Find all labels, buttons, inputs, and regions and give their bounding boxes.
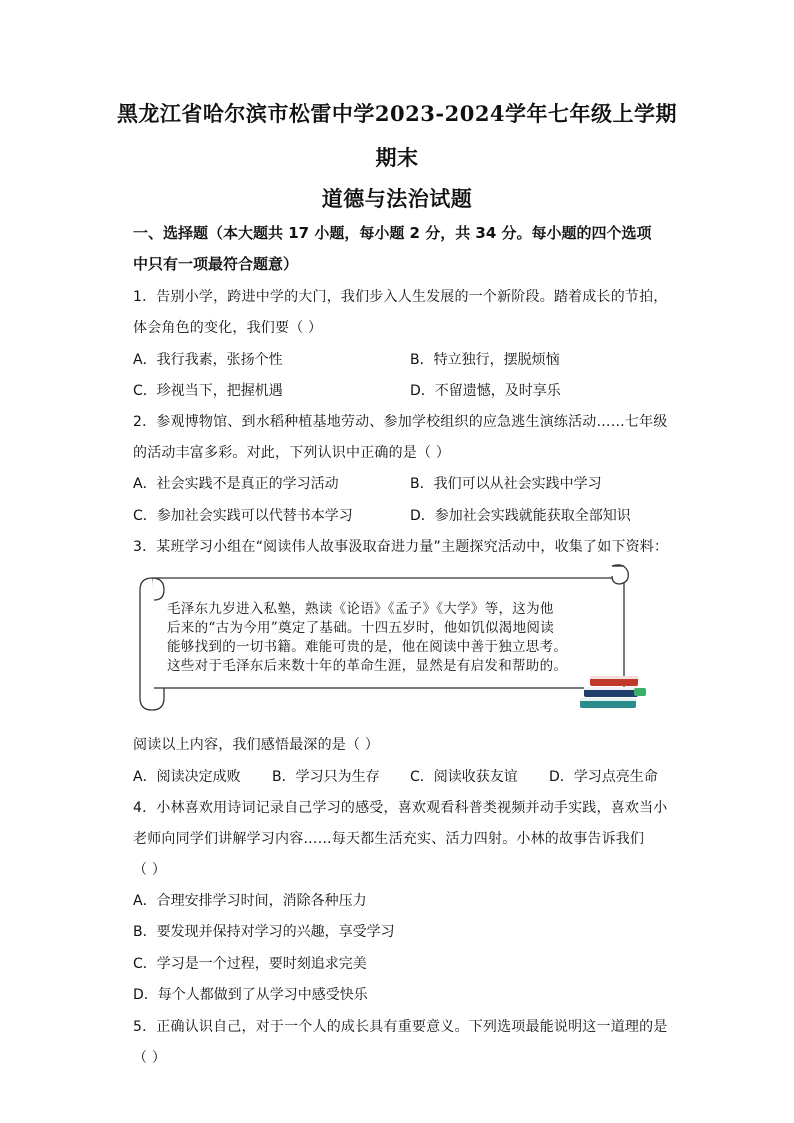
q1-option-d: D．不留遗憾，及时享乐: [410, 383, 561, 399]
q3-material-line1: 毛泽东九岁进入私塾，熟读《论语》《孟子》《大学》等，这为他: [167, 601, 554, 617]
book-stack-icon: [574, 668, 648, 712]
q4-stem-line1: 4．小林喜欢用诗词记录自己学习的感受，喜欢观看科普类视频并动手实践，喜欢当小: [133, 800, 668, 816]
q1-option-a: A．我行我素，张扬个性: [133, 352, 283, 368]
q2-option-d: D．参加社会实践就能获取全部知识: [410, 508, 631, 524]
q5-stem-line2: （ ）: [133, 1050, 167, 1066]
q2-stem-line1: 2．参观博物馆、到水稻种植基地劳动、参加学校组织的应急逃生演练活动……七年级: [133, 414, 668, 430]
q1-option-c: C．珍视当下，把握机遇: [133, 383, 283, 399]
q3-material-line4: 这些对于毛泽东后来数十年的革命生涯，显然是有启发和帮助的。: [167, 658, 568, 674]
exam-title-line2: 期末: [375, 145, 419, 170]
section-heading-line2: 中只有一项最符合题意）: [133, 255, 299, 273]
q4-option-c: C．学习是一个过程，要时刻追求完美: [133, 956, 367, 972]
subject-title: 道德与法治试题: [321, 186, 473, 211]
q4-option-d: D．每个人都做到了从学习中感受快乐: [133, 987, 368, 1003]
q4-stem-line3: （ ）: [133, 862, 167, 878]
q3-stem-line1: 3．某班学习小组在“阅读伟人故事汲取奋进力量”主题探究活动中，收集了如下资料：: [133, 539, 669, 555]
q3-material-text: [167, 600, 617, 676]
q4-option-a: A．合理安排学习时间，消除各种压力: [133, 893, 367, 909]
q1-stem-line2: 体会角色的变化，我们要（ ）: [133, 320, 323, 336]
q3-option-b: B．学习只为生存: [272, 769, 380, 785]
q3-option-d: D．学习点亮生命: [549, 769, 658, 785]
q3-material-line2: 后来的“古为今用”奠定了基础。十四五岁时，他如饥似渴地阅读: [167, 620, 555, 636]
q3-question: 阅读以上内容，我们感悟最深的是（ ）: [133, 737, 380, 753]
q2-option-c: C．参加社会实践可以代替书本学习: [133, 508, 353, 524]
q5-stem-line1: 5．正确认识自己，对于一个人的成长具有重要意义。下列选项最能说明这一道理的是: [133, 1019, 668, 1035]
q4-stem-line2: 老师向同学们讲解学习内容……每天都生活充实、活力四射。小林的故事告诉我们: [133, 831, 645, 847]
q2-option-a: A．社会实践不是真正的学习活动: [133, 476, 339, 492]
section-heading-line1: 一、选择题（本大题共 17 小题，每小题 2 分，共 34 分。每小题的四个选项: [133, 224, 652, 242]
q3-option-a: A．阅读决定成败: [133, 769, 241, 785]
q2-stem-line2: 的活动丰富多彩。对此，下列认识中正确的是（ ）: [133, 445, 451, 461]
q3-option-c: C．阅读收获友谊: [410, 769, 518, 785]
q1-option-b: B．特立独行，摆脱烦恼: [410, 352, 560, 368]
q3-material-line3: 能够找到的一切书籍。难能可贵的是，他在阅读中善于独立思考。: [167, 639, 568, 655]
exam-title-line1: 黑龙江省哈尔滨市松雷中学2023-2024学年七年级上学期: [116, 101, 678, 126]
q2-option-b: B．我们可以从社会实践中学习: [410, 476, 602, 492]
q1-stem-line1: 1．告别小学，跨进中学的大门，我们步入人生发展的一个新阶段。踏着成长的节拍，: [133, 289, 668, 305]
q4-option-b: B．要发现并保持对学习的兴趣，享受学习: [133, 924, 395, 940]
